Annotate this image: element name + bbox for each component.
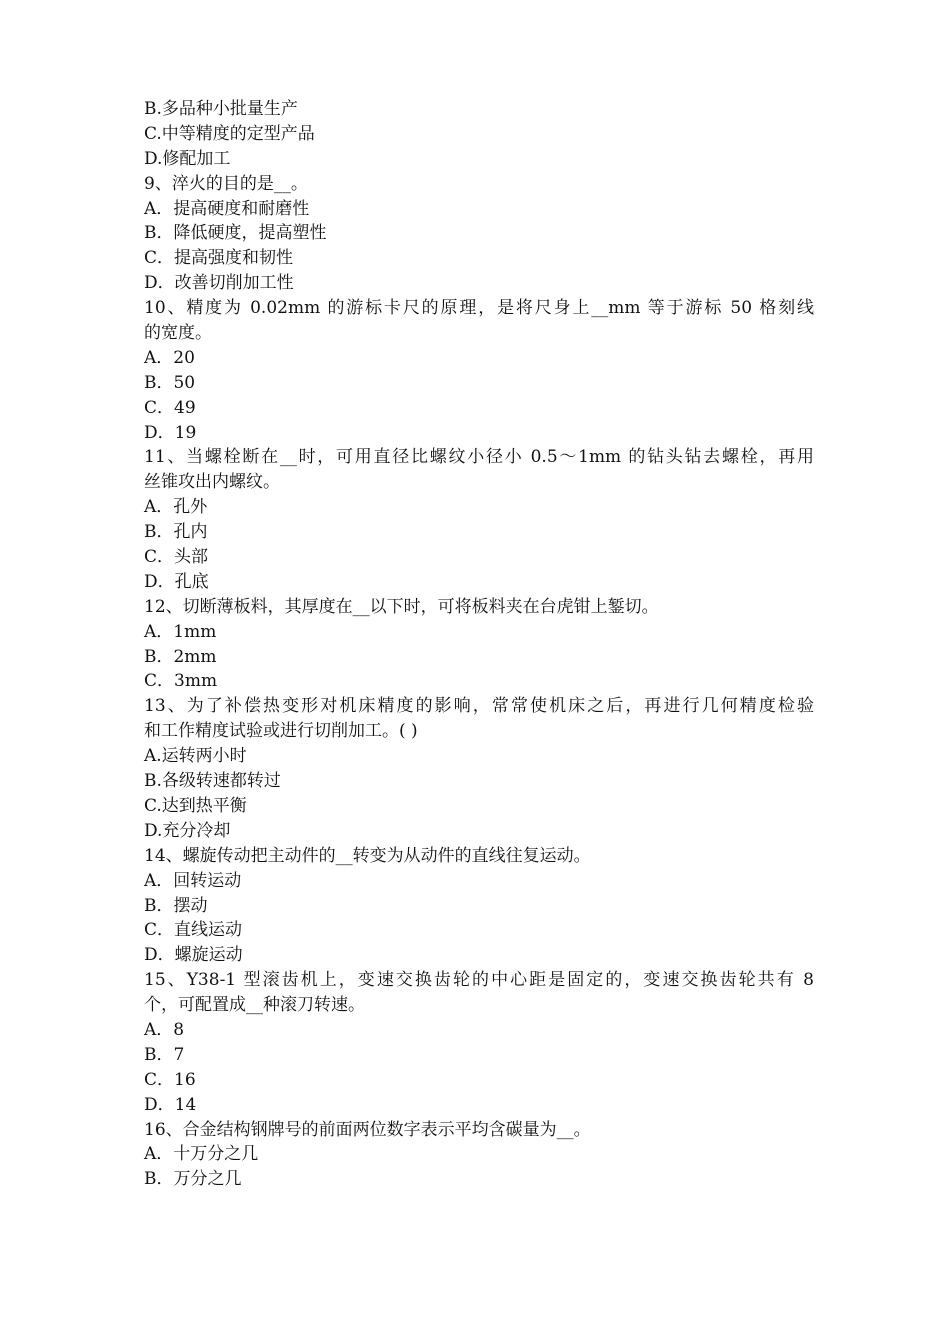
option-line: B.各级转速都转过 (144, 771, 281, 792)
option-line: A．孔外 (144, 497, 208, 518)
question-line: 9、淬火的目的是__。 (144, 173, 308, 194)
document-page (144, 97, 814, 1192)
option-line: C．49 (144, 397, 196, 418)
option-line: B．7 (144, 1044, 185, 1065)
option-line: D.充分冷却 (144, 820, 231, 841)
option-line: D．孔底 (144, 571, 209, 592)
question-line: 10、精度为 0.02mm 的游标卡尺的原理，是将尺身上__mm 等于游标 50 格刻线 (144, 298, 814, 319)
option-line: B．2mm (144, 646, 217, 667)
question-line: 11、当螺栓断在__时，可用直径比螺纹小径小 0.5～1mm 的钻头钻去螺栓，再用 (144, 447, 814, 468)
option-line: C．直线运动 (144, 920, 243, 941)
option-line: C．16 (144, 1069, 196, 1090)
option-line: B.多品种小批量生产 (144, 99, 298, 119)
question-line: 15、Y38-1 型滚齿机上，变速交换齿轮的中心距是固定的，变速交换齿轮共有 8 (144, 970, 814, 991)
option-line: A.运转两小时 (144, 746, 247, 767)
option-line: A．8 (144, 1019, 185, 1040)
option-line: C．3mm (144, 671, 218, 692)
option-line: D．14 (144, 1094, 197, 1115)
question-continuation-line: 的宽度。 (144, 323, 212, 344)
option-line: D．改善切削加工性 (144, 273, 294, 294)
option-line: C.中等精度的定型产品 (144, 123, 315, 144)
option-line: A．十万分之几 (144, 1144, 259, 1165)
question-line: 16、合金结构钢牌号的前面两位数字表示平均含碳量为__。 (144, 1119, 591, 1140)
option-line: B．孔内 (144, 522, 208, 543)
option-line: A．回转运动 (144, 870, 242, 891)
option-line: C．提高强度和韧性 (144, 248, 294, 269)
option-line: D．19 (144, 422, 197, 443)
question-line: 13、为了补偿热变形对机床精度的影响，常常使机床之后，再进行几何精度检验 (144, 696, 814, 717)
option-line: B．万分之几 (144, 1169, 242, 1190)
option-line: D．螺旋运动 (144, 945, 243, 966)
question-continuation-line: 和工作精度试验或进行切削加工。( ) (144, 721, 418, 742)
question-line: 14、螺旋传动把主动件的__转变为从动件的直线往复运动。 (144, 845, 591, 866)
option-line: A．20 (144, 347, 195, 368)
option-line: A．提高硬度和耐磨性 (144, 198, 310, 219)
option-line: B．摆动 (144, 895, 208, 916)
option-line: B．降低硬度，提高塑性 (144, 223, 327, 244)
option-line: B．50 (144, 372, 196, 393)
question-line: 12、切断薄板料，其厚度在__以下时，可将板料夹在台虎钳上錾切。 (144, 596, 659, 617)
option-line: D.修配加工 (144, 148, 231, 169)
question-continuation-line: 个，可配置成__种滚刀转速。 (144, 995, 365, 1016)
option-line: C.达到热平衡 (144, 795, 247, 816)
question-continuation-line: 丝锥攻出内螺纹。 (144, 472, 280, 493)
option-line: C．头部 (144, 547, 209, 568)
option-line: A．1mm (144, 621, 217, 642)
